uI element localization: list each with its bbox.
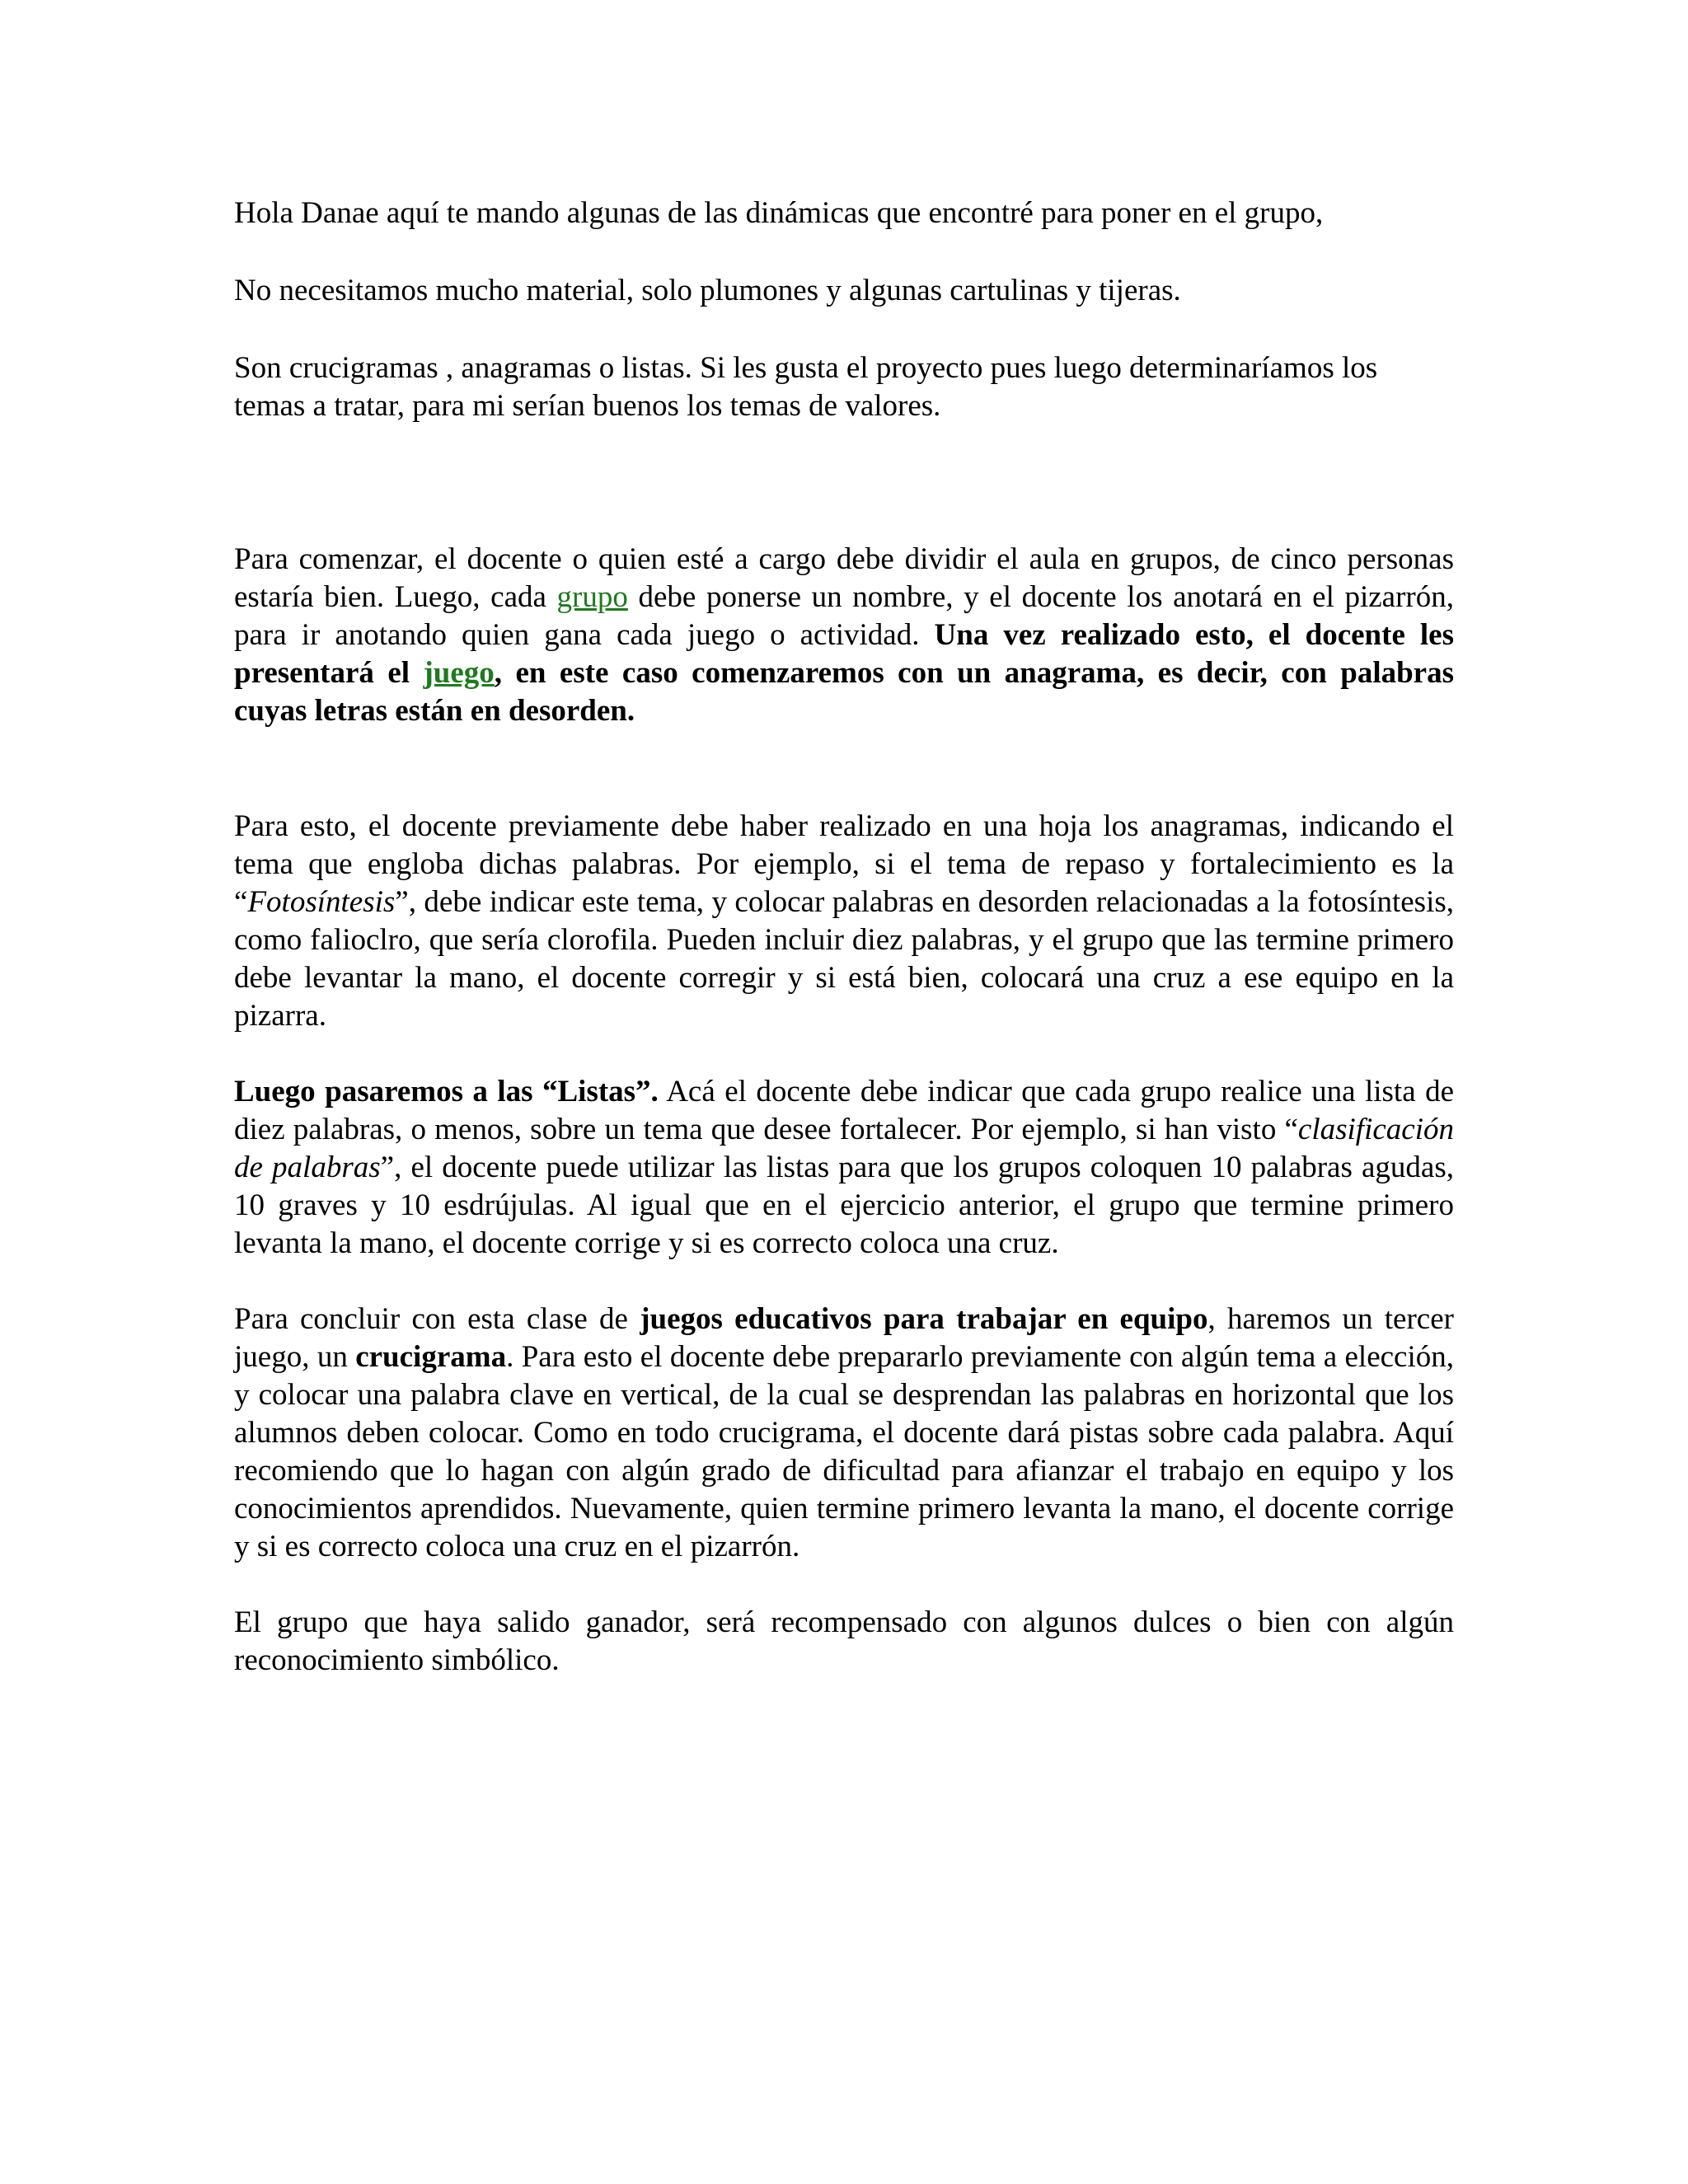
anagram-detail-text-2: ”, debe indicar este tema, y colocar palabras en desorden relacionadas a la fotosíntesis, como falioclro, que sería clorofila. Pueden incluir diez palabras, y el grupo que las termine primero debe levantar la mano, el docente corregir y si está bien, colocará una cruz a ese equipo en la pizarra. [234,885,1454,1033]
grupo-link[interactable]: grupo [556,580,628,614]
anagram-intro-text-2: debe ponerse un nombre, y el docente los anotará en el pizarrón, para ir anotando quien gana cada juego o actividad. [234,580,1454,652]
activities-paragraph [234,349,1454,425]
crossword-bold-2: crucigrama [355,1340,507,1374]
greeting-text: Hola Danae aquí te mando algunas de las dinámicas que encontré para poner en el grupo, [234,196,1324,230]
lists-text-2: ”, el docente puede utilizar las listas para que los grupos coloquen 10 palabras agudas, 10 graves y 10 esdrújulas. Al igual que en el ejercicio anterior, el grupo que termine primero levanta la mano, el docente corrige y si es correcto coloca una cruz. [234,1151,1455,1260]
anagram-intro-paragraph [234,541,1454,730]
juego-link[interactable]: juego [423,656,495,690]
reward-paragraph [234,1604,1454,1680]
crossword-text-1: Para concluir con esta clase de [234,1302,640,1336]
clasificacion-term: clasificación de palabras [234,1113,1454,1184]
lists-heading: Luego pasaremos a las “Listas”. [234,1075,659,1108]
crossword-bold-1: juegos educativos para trabajar en equipo [640,1302,1208,1336]
crossword-paragraph [234,1301,1454,1566]
anagram-detail-paragraph [234,808,1454,1035]
greeting-paragraph [234,194,1454,232]
anagram-intro-text-1: Para comenzar, el docente o quien esté a cargo debe dividir el aula en grupos, de cinco personas estaría bien. Luego, cada [234,542,1454,614]
lists-text-1: Acá el docente debe indicar que cada grupo realice una lista de diez palabras, o menos, sobre un tema que desee fortalecer. Por ejemplo, si han visto “ [234,1075,1454,1146]
materials-paragraph [234,272,1454,310]
anagram-intro-bold-1: Una vez realizado esto, el docente les presentará el [234,618,1454,690]
reward-text: El grupo que haya salido ganador, será recompensado con algunos dulces o bien con algún reconocimiento simbólico. [234,1605,1454,1677]
activities-text: Son crucigramas , anagramas o listas. Si les gusta el proyecto pues luego determinaríamos los temas a tratar, para mi serían buenos los temas de valores. [234,351,1378,423]
crossword-text-3: . Para esto el docente debe prepararlo previamente con algún tema a elección, y colocar una palabra clave en vertical, de la cual se desprendan las palabras en horizontal que los alumnos deben colocar. Como en todo crucigrama, el docente dará pistas sobre cada palabra. Aquí recomiendo que lo hagan con algún grado de dificultad para afianzar el trabajo en equipo y los conocimientos aprendidos. Nuevamente, quien termine primero levanta la mano, el docente corrige y si es correcto coloca una cruz en el pizarrón. [234,1340,1455,1563]
crossword-text-2: , haremos un tercer juego, un [234,1302,1454,1374]
anagram-intro-bold-2: , en este caso comenzaremos con un anagrama, es decir, con palabras cuyas letras están en desorden. [234,656,1454,728]
materials-text: No necesitamos mucho material, solo plumones y algunas cartulinas y tijeras. [234,274,1181,307]
anagram-detail-text-1: Para esto, el docente previamente debe haber realizado en una hoja los anagramas, indicando el tema que engloba dichas palabras. Por ejemplo, si el tema de repaso y fortalecimiento es la “ [234,809,1454,919]
document-page [234,194,1454,1680]
fotosintesis-term: Fotosíntesis [247,885,396,919]
lists-paragraph [234,1073,1454,1263]
